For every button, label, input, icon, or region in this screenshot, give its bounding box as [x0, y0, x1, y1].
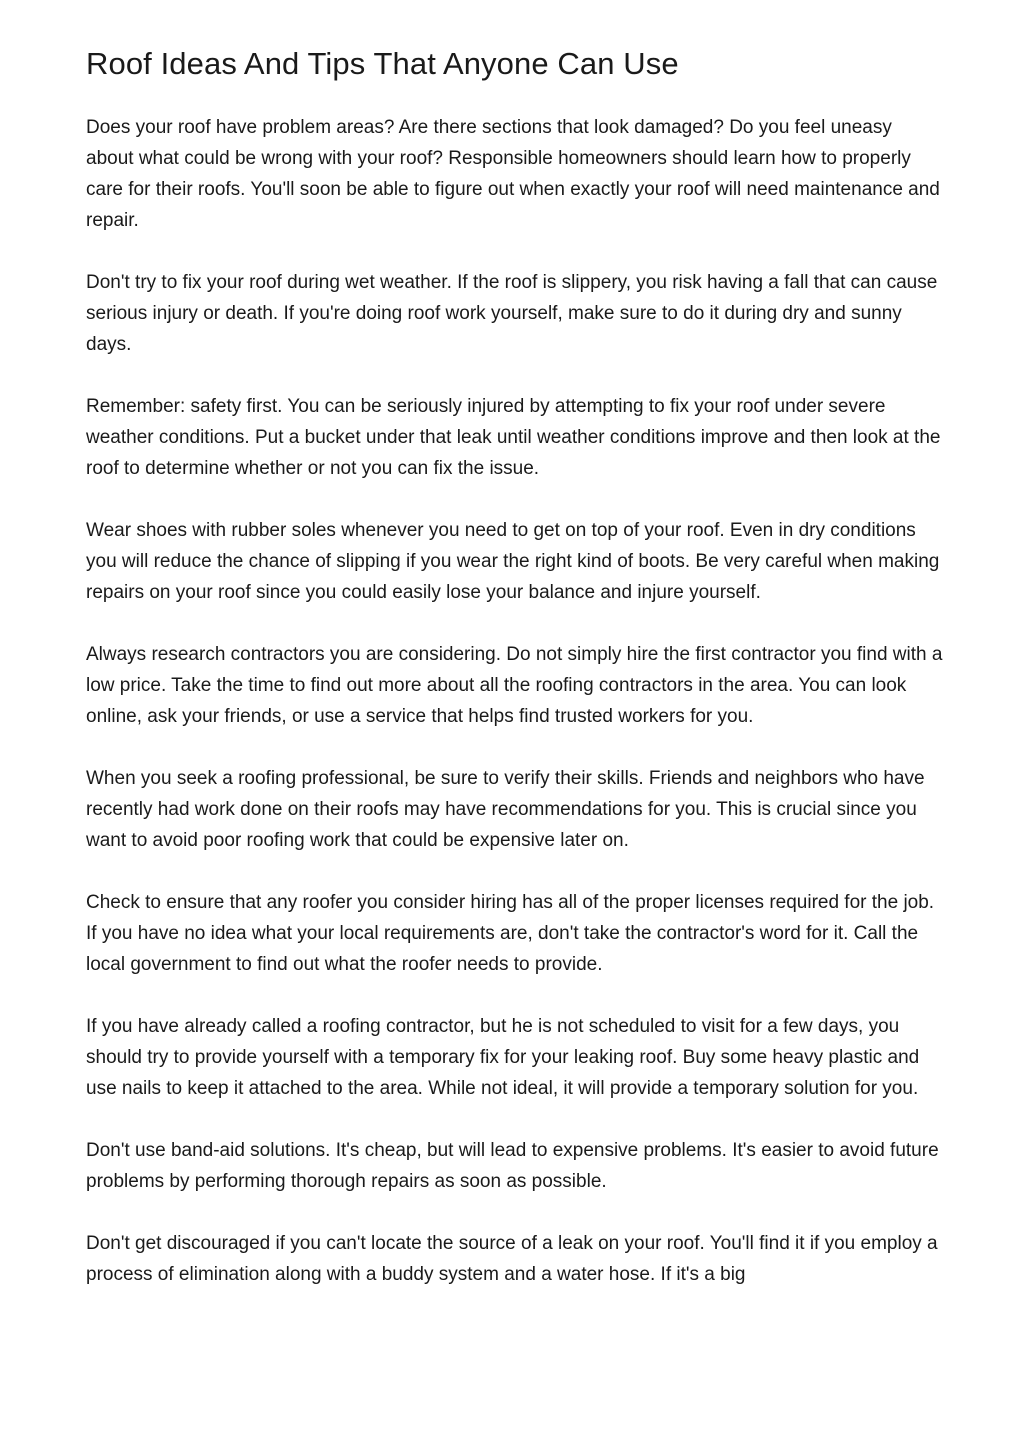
paragraph-4: Wear shoes with rubber soles whenever you need to get on top of your roof. Even in dry conditions you will reduce the chance of slipping if you wear the right kind of boots. Be very careful when making repairs on your roof since you could easily lose your balance and injure yourself. [86, 520, 940, 603]
paragraph-9: Don't use band-aid solutions. It's cheap, but will lead to expensive problems. It's easier to avoid future problems by performing thorough repairs as soon as possible. [86, 1140, 939, 1192]
paragraph-6: When you seek a roofing professional, be sure to verify their skills. Friends and neighbors who have recently had work done on their roofs may have recommendations for you. This is crucial since you want to avoid poor roofing work that could be expensive later on. [86, 768, 925, 851]
paragraph-8: If you have already called a roofing contractor, but he is not scheduled to visit for a few days, you should try to provide yourself with a temporary fix for your leaking roof. Buy some heavy plastic and use nails to keep it attached to the area. While not ideal, it will provide a temporary solution for you. [86, 1016, 920, 1099]
paragraph-10: Don't get discouraged if you can't locate the source of a leak on your roof. You'll find it if you employ a process of elimination along with a buddy system and a water hose. If it's a big [86, 1233, 938, 1285]
document-title: Roof Ideas And Tips That Anyone Can Use [86, 46, 679, 81]
paragraph-2: Don't try to fix your roof during wet weather. If the roof is slippery, you risk having a fall that can cause serious injury or death. If you're doing roof work yourself, make sure to do it during dry and sunny days. [86, 272, 938, 355]
paragraph-7: Check to ensure that any roofer you consider hiring has all of the proper licenses required for the job. If you have no idea what your local requirements are, don't take the contractor's word for it. Call the local government to find out what the roofer needs to provide. [86, 892, 935, 975]
paragraph-1: Does your roof have problem areas? Are there sections that look damaged? Do you feel uneasy about what could be wrong with your roof? Responsible homeowners should learn how to properly care for their roofs. You'll soon be able to figure out when exactly your roof will need maintenance and repair. [86, 117, 940, 231]
paragraph-5: Always research contractors you are considering. Do not simply hire the first contractor you find with a low price. Take the time to find out more about all the roofing contractors in the area. You can look online, ask your friends, or use a service that helps find trusted workers for you. [86, 644, 943, 727]
paragraph-3: Remember: safety first. You can be seriously injured by attempting to fix your roof under severe weather conditions. Put a bucket under that leak until weather conditions improve and then look at the roof to determine whether or not you can fix the issue. [86, 396, 941, 479]
